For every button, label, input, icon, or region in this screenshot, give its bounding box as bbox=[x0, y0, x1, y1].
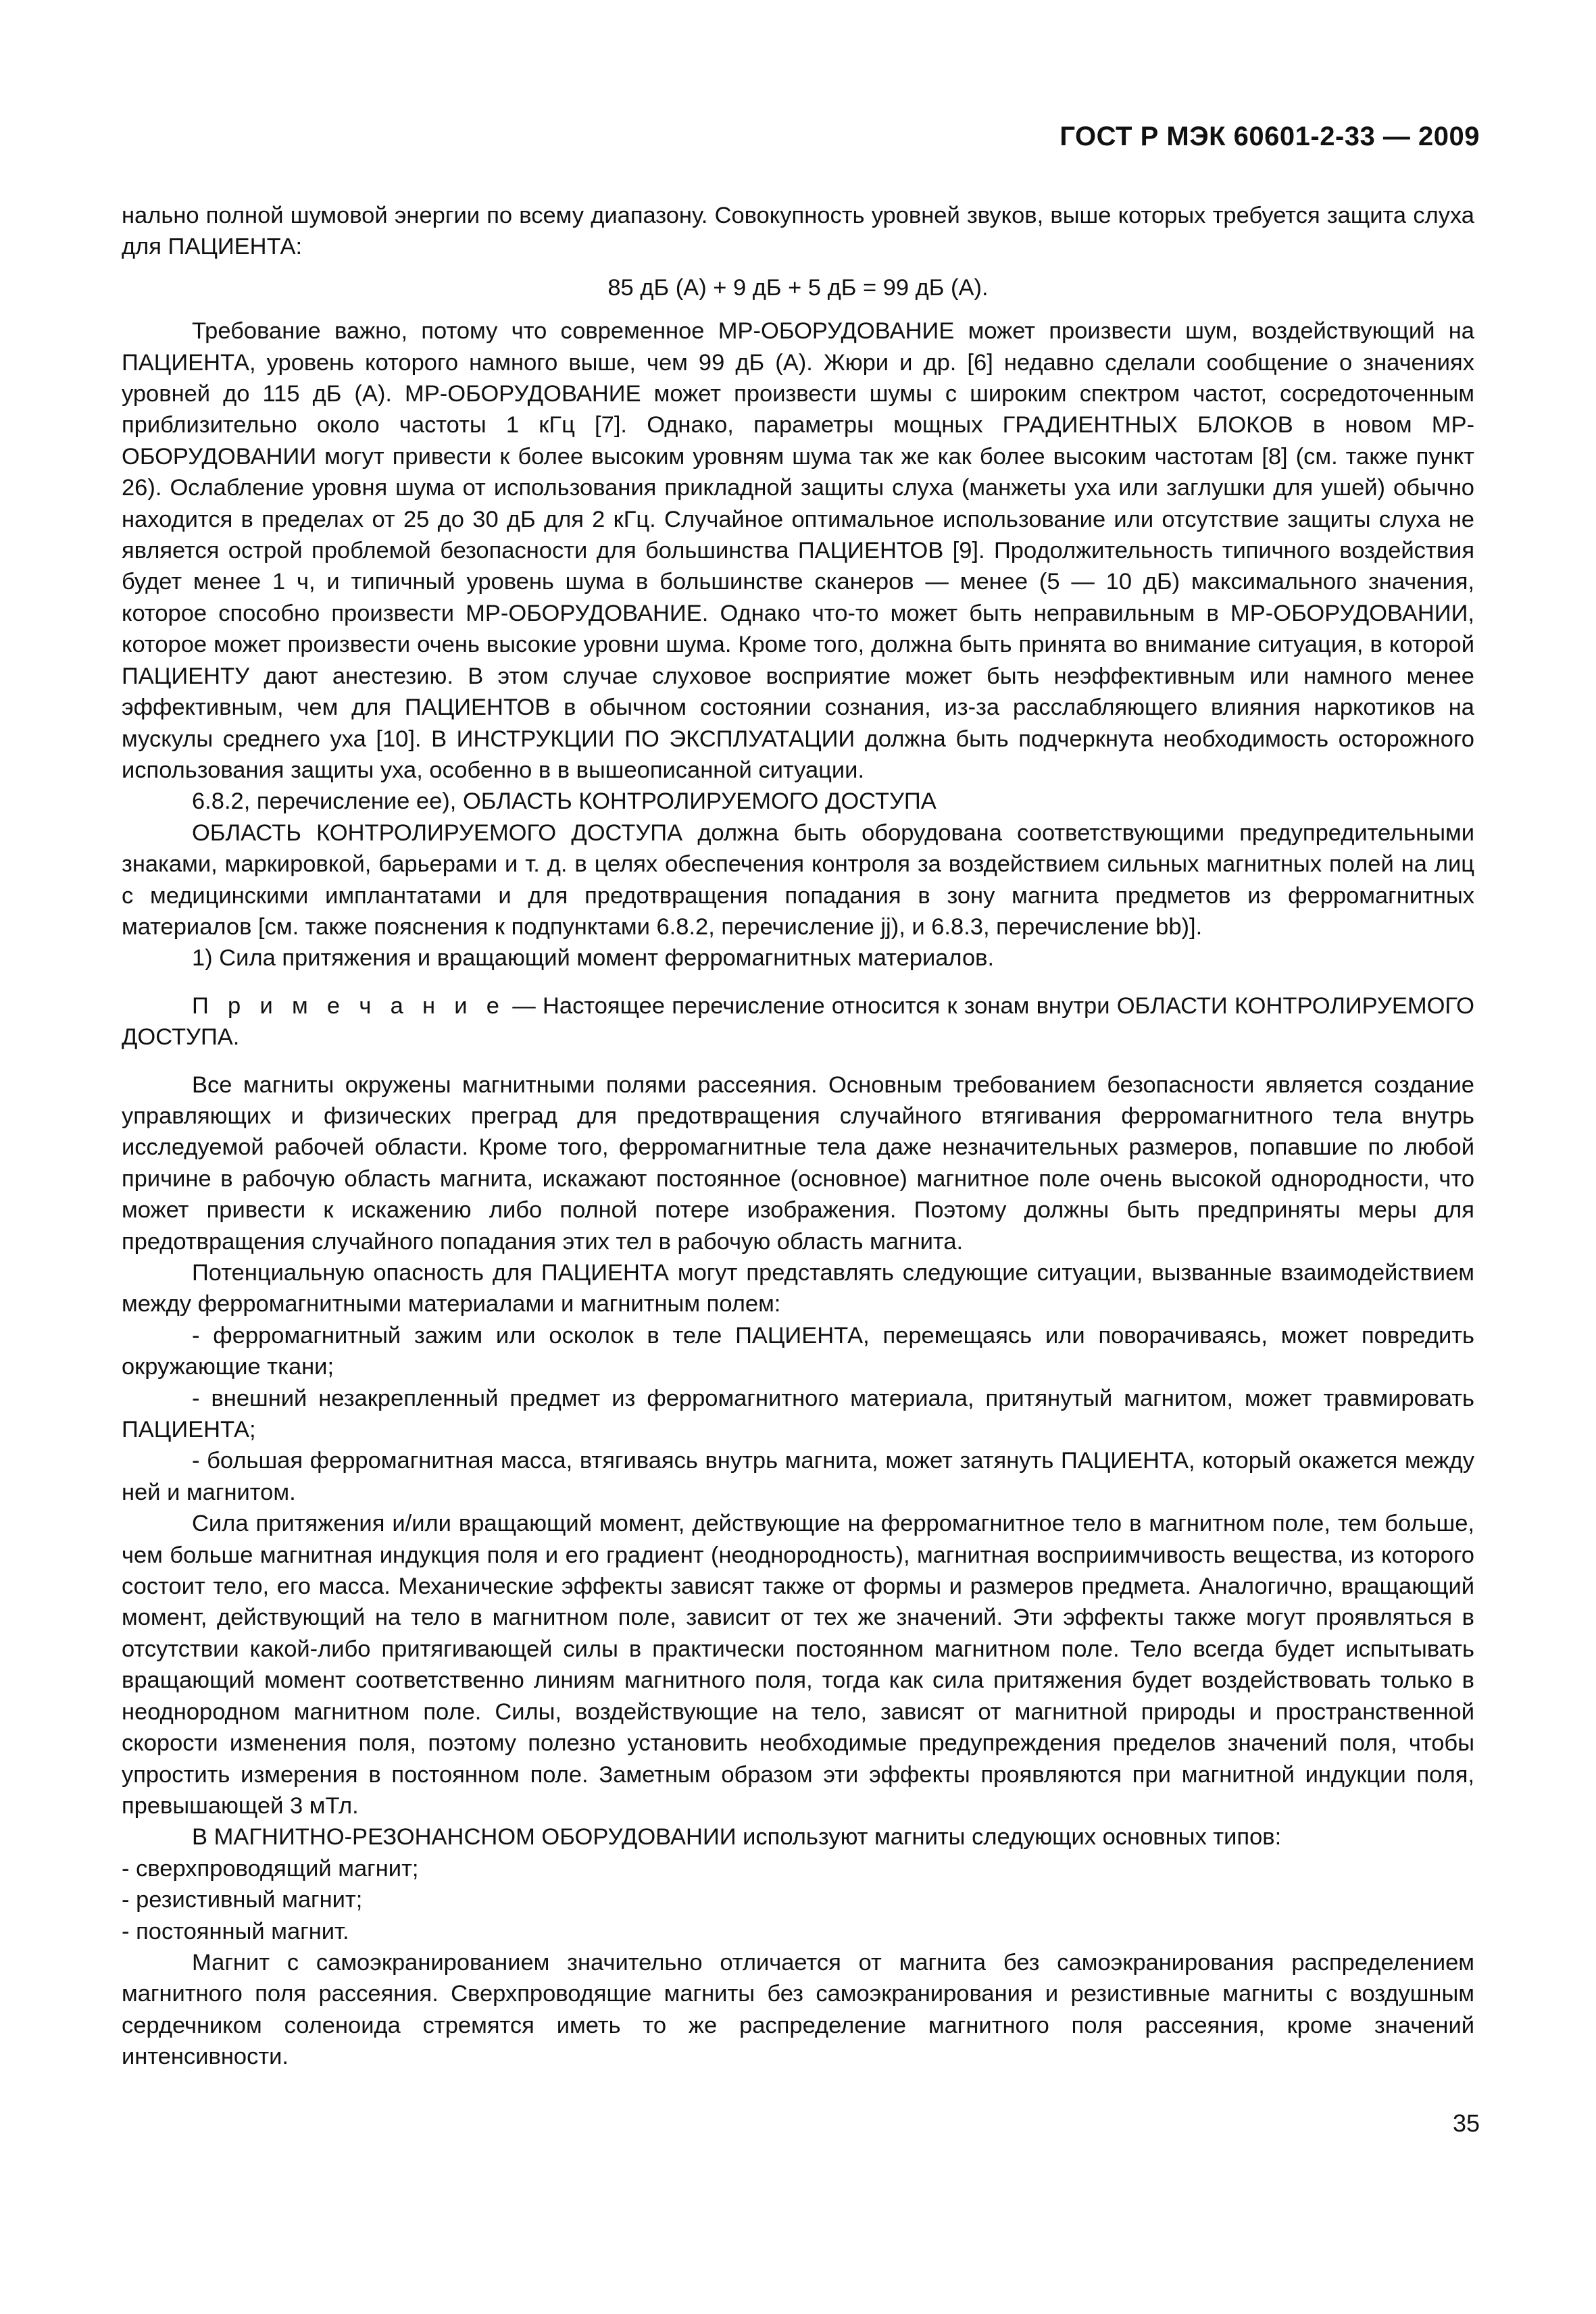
list-item-hazard-large-mass: - большая ферромагнитная масса, втягиваясь внутрь магнита, может затянуть ПАЦИЕНТА, который окажется между ней и магнитом. bbox=[122, 1448, 1474, 1505]
paragraph-noise-energy: нально полной шумовой энергии по всему диапазону. Совокупность уровней звуков, выше которых требуется защита слуха для ПАЦИЕНТА: bbox=[122, 203, 1474, 260]
list-item-hazard-clamp: - ферромагнитный зажим или осколок в теле ПАЦИЕНТА, перемещаясь или поворачиваясь, может повредить окружающие ткани; bbox=[122, 1322, 1474, 1380]
document-body bbox=[122, 200, 1474, 2073]
list-item-superconducting: - сверхпроводящий магнит; bbox=[122, 1855, 419, 1882]
note-block bbox=[122, 990, 1474, 1053]
document-header: ГОСТ Р МЭК 60601-2-33 — 2009 bbox=[1059, 122, 1480, 151]
paragraph-force-and-torque: Сила притяжения и/или вращающий момент, действующие на ферромагнитное тело в магнитном поле, тем больше, чем больше магнитная индукция поля и его градиент (неоднородность), магнитная восприимчивость вещества, из которого состоит тело, его масса. Механические эффекты зависят также от формы и размеров предмета. Аналогично, вращающий момент, действующий на тело в магнитном поле, зависит от тех же значений. Эти эффекты также могут проявляться в отсутствии какой-либо притягивающей силы в практически постоянном магнитном поле. Тело всегда будет испытывать вращающий момент соответственно линиям магнитного поля, тогда как сила притяжения будет воздействовать только в неоднородном магнитном поле. Силы, воздействующие на тело, зависят от магнитной природы и пространственной скорости изменения поля, поэтому полезно установить необходимые предупреждения пределов значений поля, чтобы упростить измерения в постоянном поле. Заметным образом эти эффекты проявляются при магнитной индукции поля, превышающей 3 мТл. bbox=[122, 1511, 1474, 1819]
section-heading-controlled-access: 6.8.2, перечисление ee), ОБЛАСТЬ КОНТРОЛИРУЕМОГО ДОСТУПА bbox=[192, 788, 937, 815]
noise-formula: 85 дБ (A) + 9 дБ + 5 дБ = 99 дБ (A). bbox=[607, 274, 989, 301]
note-text: — Настоящее перечисление относится к зонам внутри ОБЛАСТИ КОНТРОЛИРУЕМОГО ДОСТУПА. bbox=[122, 992, 1474, 1051]
paragraph-potential-hazards: Потенциальную опасность для ПАЦИЕНТА могут представлять следующие ситуации, вызванные взаимодействием между ферромагнитными материалами и магнитным полем: bbox=[122, 1260, 1474, 1317]
paragraph-controlled-access: ОБЛАСТЬ КОНТРОЛИРУЕМОГО ДОСТУПА должна быть оборудована соответствующими предупредительными знаками, маркировкой, барьерами и т. д. в целях обеспечения контроля за воздействием сильных магнитных полей на лиц с медицинскими имплантатами и для предотвращения попадания в зону магнита предметов из ферромагнитных материалов [см. также пояснения к подпунктами 6.8.2, перечисление jj), и 6.8.3, перечисление bb)]. bbox=[122, 820, 1474, 940]
list-item-hazard-external-object: - внешний незакрепленный предмет из ферромагнитного материала, притянутый магнитом, может травмировать ПАЦИЕНТА; bbox=[122, 1385, 1474, 1443]
paragraph-noise-requirement: Требование важно, потому что современное МР-ОБОРУДОВАНИЕ может произвести шум, воздействующий на ПАЦИЕНТА, уровень которого намного выше, чем 99 дБ (A). Жюри и др. [6] недавно сделали сообщение о значениях уровней до 115 дБ (A). МР-ОБОРУДОВАНИЕ может произвести шумы с широким спектром частот, сосредоточенным приблизительно около частоты 1 кГц [7]. Однако, параметры мощных ГРАДИЕНТНЫХ БЛОКОВ в новом МР-ОБОРУДОВАНИИ могут привести к более высоким уровням шума так же как более высоким частотам [8] (см. также пункт 26). Ослабление уровня шума от использования прикладной защиты слуха (манжеты уха или заглушки для ушей) обычно находится в пределах от 25 до 30 дБ для 2 кГц. Случайное оптимальное использование или отсутствие защиты слуха не является острой проблемой безопасности для большинства ПАЦИЕНТОВ [9]. Продолжительность типичного воздействия будет менее 1 ч, и типичный уровень шума в большинстве сканеров — менее (5 — 10 дБ) максимального значения, которое способно произвести МР-ОБОРУДОВАНИЕ. Однако что-то может быть неправильным в МР-ОБОРУДОВАНИИ, которое может произвести очень высокие уровни шума. Кроме того, должна быть принята во внимание ситуация, в которой ПАЦИЕНТУ дают анестезию. В этом случае слуховое восприятие может быть неэффективным или намного менее эффективным, чем для ПАЦИЕНТОВ в обычном состоянии сознания, из-за расслабляющего влияния наркотиков на мускулы среднего уха [10]. В ИНСТРУКЦИИ ПО ЭКСПЛУАТАЦИИ должна быть подчеркнута необходимость осторожного использования защиты уха, особенно в в вышеописанной ситуации. bbox=[122, 318, 1474, 783]
paragraph-magnet-types-intro: В МАГНИТНО-РЕЗОНАНСНОМ ОБОРУДОВАНИИ используют магниты следующих основных типов: bbox=[192, 1824, 1282, 1851]
paragraph-stray-fields: Все магниты окружены магнитными полями рассеяния. Основным требованием безопасности является создание управляющих и физических преград для предотвращения случайного втягивания ферромагнитного тела внутрь исследуемой рабочей области. Кроме того, ферромагнитные тела даже незначительных размеров, попавшие по любой причине в рабочую область магнита, искажают постоянное (основное) магнитное поле очень высокой однородности, что может привести к искажению либо полной потере изображения. Поэтому должны быть предприняты меры для предотвращения случайного попадания этих тел в рабочую область магнита. bbox=[122, 1072, 1474, 1255]
paragraph-self-shielding: Магнит с самоэкранированием значительно отличается от магнита без самоэкранирования распределением магнитного поля рассеяния. Сверхпроводящие магниты без самоэкранирования и резистивные магниты с воздушным сердечником соленоида стремятся иметь то же распределение магнитного поля рассеяния, кроме значений интенсивности. bbox=[122, 1949, 1474, 2070]
list-item-resistive: - резистивный магнит; bbox=[122, 1887, 363, 1913]
page-number: 35 bbox=[1452, 2109, 1480, 2137]
list-item-attraction-force: 1) Сила притяжения и вращающий момент ферромагнитных материалов. bbox=[192, 945, 995, 972]
note-label: П р и м е ч а н и е bbox=[192, 992, 505, 1019]
list-item-permanent: - постоянный магнит. bbox=[122, 1918, 349, 1944]
